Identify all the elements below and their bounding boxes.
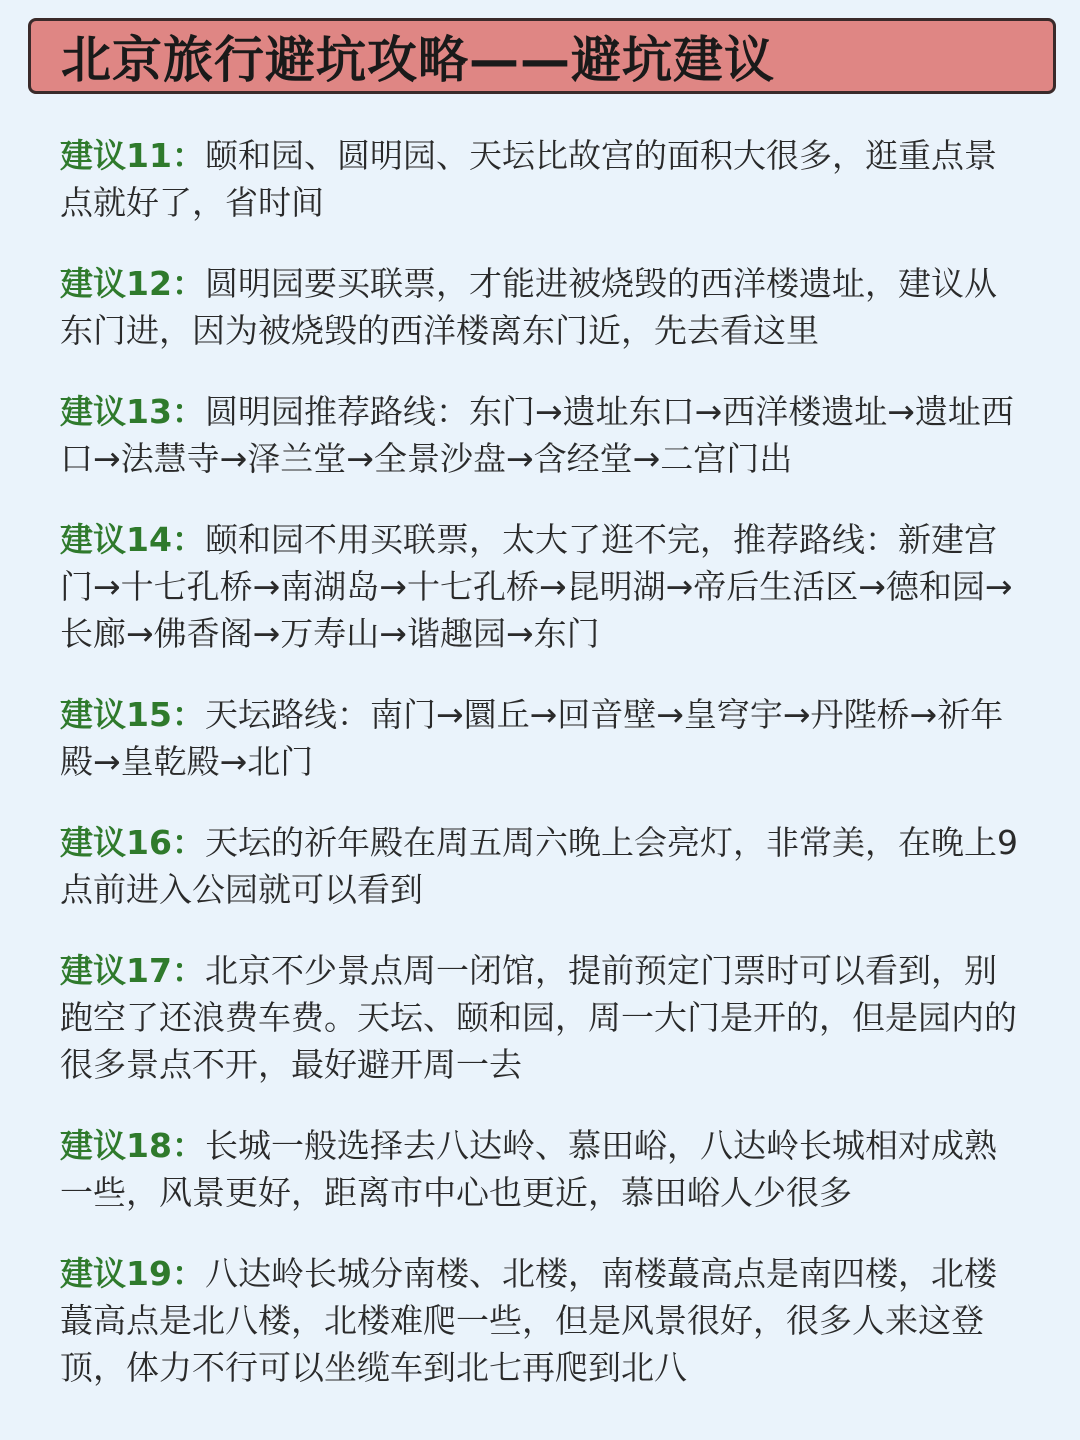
tip-text: 天坛的祈年殿在周五周六晚上会亮灯，非常美，在晚上9点前进入公园就可以看到	[60, 823, 1018, 909]
tip-label: 建议11：	[60, 136, 205, 175]
tip-item-16	[60, 819, 1020, 913]
tip-label: 建议17：	[60, 951, 205, 990]
tip-label: 建议12：	[60, 264, 205, 303]
tip-label: 建议19：	[60, 1254, 205, 1293]
tip-text: 八达岭长城分南楼、北楼，南楼蕞高点是南四楼，北楼蕞高点是北八楼，北楼难爬一些，但是风景很好，很多人来这登顶，体力不行可以坐缆车到北七再爬到北八	[60, 1254, 997, 1387]
tip-text: 北京不少景点周一闭馆，提前预定门票时可以看到，别跑空了还浪费车费。天坛、颐和园，周一大门是开的，但是园内的很多景点不开，最好避开周一去	[60, 951, 1017, 1084]
tip-text: 圆明园推荐路线：东门→遗址东口→西洋楼遗址→遗址西口→法慧寺→泽兰堂→全景沙盘→含经堂→二宫门出	[60, 392, 1014, 478]
tip-item-14	[60, 516, 1020, 657]
tips-list	[60, 132, 1020, 1425]
tip-text: 颐和园、圆明园、天坛比故宫的面积大很多，逛重点景点就好了，省时间	[60, 136, 997, 222]
tip-text: 长城一般选择去八达岭、慕田峪，八达岭长城相对成熟一些，风景更好，距离市中心也更近，慕田峪人少很多	[60, 1126, 997, 1212]
tip-label: 建议14：	[60, 520, 205, 559]
tip-item-13	[60, 388, 1020, 482]
tip-item-17	[60, 947, 1020, 1088]
tip-item-12	[60, 260, 1020, 354]
tip-text: 圆明园要买联票，才能进被烧毁的西洋楼遗址，建议从东门进，因为被烧毁的西洋楼离东门近，先去看这里	[60, 264, 997, 350]
tip-item-18	[60, 1122, 1020, 1216]
tip-item-15	[60, 691, 1020, 785]
tip-item-11	[60, 132, 1020, 226]
tip-text: 天坛路线：南门→圜丘→回音壁→皇穹宇→丹陛桥→祈年殿→皇乾殿→北门	[60, 695, 1004, 781]
tip-text: 颐和园不用买联票，太大了逛不完，推荐路线：新建宫门→十七孔桥→南湖岛→十七孔桥→昆明湖→帝后生活区→德和园→长廊→佛香阁→万寿山→谐趣园→东门	[60, 520, 1013, 653]
tip-label: 建议15：	[60, 695, 205, 734]
tip-item-19	[60, 1250, 1020, 1391]
tip-label: 建议13：	[60, 392, 205, 431]
tip-label: 建议16：	[60, 823, 205, 862]
tip-label: 建议18：	[60, 1126, 205, 1165]
title-banner	[28, 18, 1056, 94]
page-title: 北京旅行避坑攻略——避坑建议	[61, 31, 775, 89]
